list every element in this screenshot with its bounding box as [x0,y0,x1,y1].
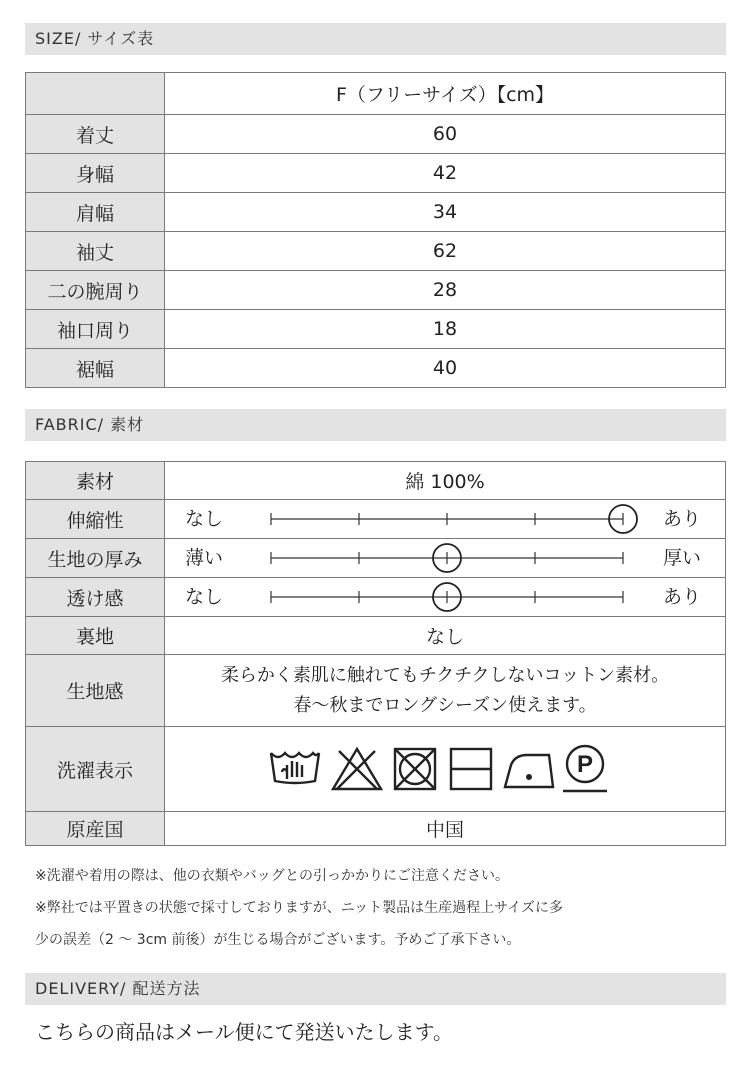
table-row [26,727,726,812]
row-value: 34 [165,193,726,232]
feel-line: 春〜秋までロングシーズン使えます。 [293,694,597,716]
scale-max-label: 厚い [662,547,701,569]
scale-track [165,500,725,538]
table-row [26,500,726,539]
material-label: 素材 [26,462,165,500]
no-bleach-icon [333,749,381,789]
note-line: ※洗濯や着用の際は、他の衣類やバッグとの引っかかりにご注意ください。 [35,868,510,884]
dry-clean-p-icon [563,746,607,791]
table-row [26,154,726,193]
row-label: 袖口周り [26,310,165,349]
table-row [26,462,726,500]
table-row [26,310,726,349]
table-row [26,655,726,727]
table-row [26,812,726,846]
scale-max-label: あり [662,586,701,608]
table-row [26,271,726,310]
note-line: 少の誤差（2 〜 3cm 前後）が生じる場合がございます。予めご了承下さい。 [35,932,521,948]
feel-value [165,655,726,727]
row-label: 肩幅 [26,193,165,232]
table-row [26,193,726,232]
low-iron-icon [505,755,553,787]
thickness-label: 生地の厚み [26,539,165,578]
row-label: 着丈 [26,115,165,154]
stretch-label: 伸縮性 [26,500,165,539]
header-blank-cell [26,73,165,115]
row-label: 二の腕周り [26,271,165,310]
lining-label: 裏地 [26,617,165,655]
stretch-scale [165,500,726,539]
scale-min-label: なし [185,508,224,530]
size-column-header: F（フリーサイズ）【cm】 [165,73,726,115]
origin-value: 中国 [165,812,726,846]
lining-value: なし [165,617,726,655]
scale-min-label: なし [185,586,224,608]
fabric-section-header: FABRIC/ 素材 [25,409,726,441]
line-dry-icon [451,749,491,789]
sheerness-label: 透け感 [26,578,165,617]
row-value: 28 [165,271,726,310]
table-row [26,73,726,115]
table-row [26,349,726,388]
feel-label: 生地感 [26,655,165,727]
table-row [26,115,726,154]
row-value: 62 [165,232,726,271]
no-tumble-dry-icon [395,749,435,789]
care-symbols [165,727,726,812]
fabric-table [25,461,726,846]
care-label: 洗濯表示 [26,727,165,812]
scale-min-label: 薄い [185,547,224,569]
delivery-section-header: DELIVERY/ 配送方法 [25,973,726,1005]
feel-line: 柔らかく素肌に触れてもチクチクしないコットン素材。 [220,664,670,686]
sheerness-scale [165,578,726,617]
row-label: 袖丈 [26,232,165,271]
size-table [25,72,726,388]
thickness-scale [165,539,726,578]
scale-track [165,539,725,577]
delivery-text: こちらの商品はメール便にて発送いたします。 [35,1020,453,1044]
svg-text:P: P [576,751,594,778]
row-label: 身幅 [26,154,165,193]
scale-track [165,578,725,616]
row-label: 裾幅 [26,349,165,388]
table-row [26,617,726,655]
row-value: 18 [165,310,726,349]
care-symbols-row [265,739,625,799]
note-line: ※弊社では平置きの状態で採寸しておりますが、ニット製品は生産過程上サイズに多 [35,900,564,916]
row-value: 42 [165,154,726,193]
material-value: 綿 100% [165,462,726,500]
row-value: 40 [165,349,726,388]
scale-max-label: あり [662,508,701,530]
origin-label: 原産国 [26,812,165,846]
table-row [26,578,726,617]
hand-wash-icon [271,753,319,783]
row-value: 60 [165,115,726,154]
table-row [26,539,726,578]
size-section-header: SIZE/ サイズ表 [25,23,726,55]
table-row [26,232,726,271]
